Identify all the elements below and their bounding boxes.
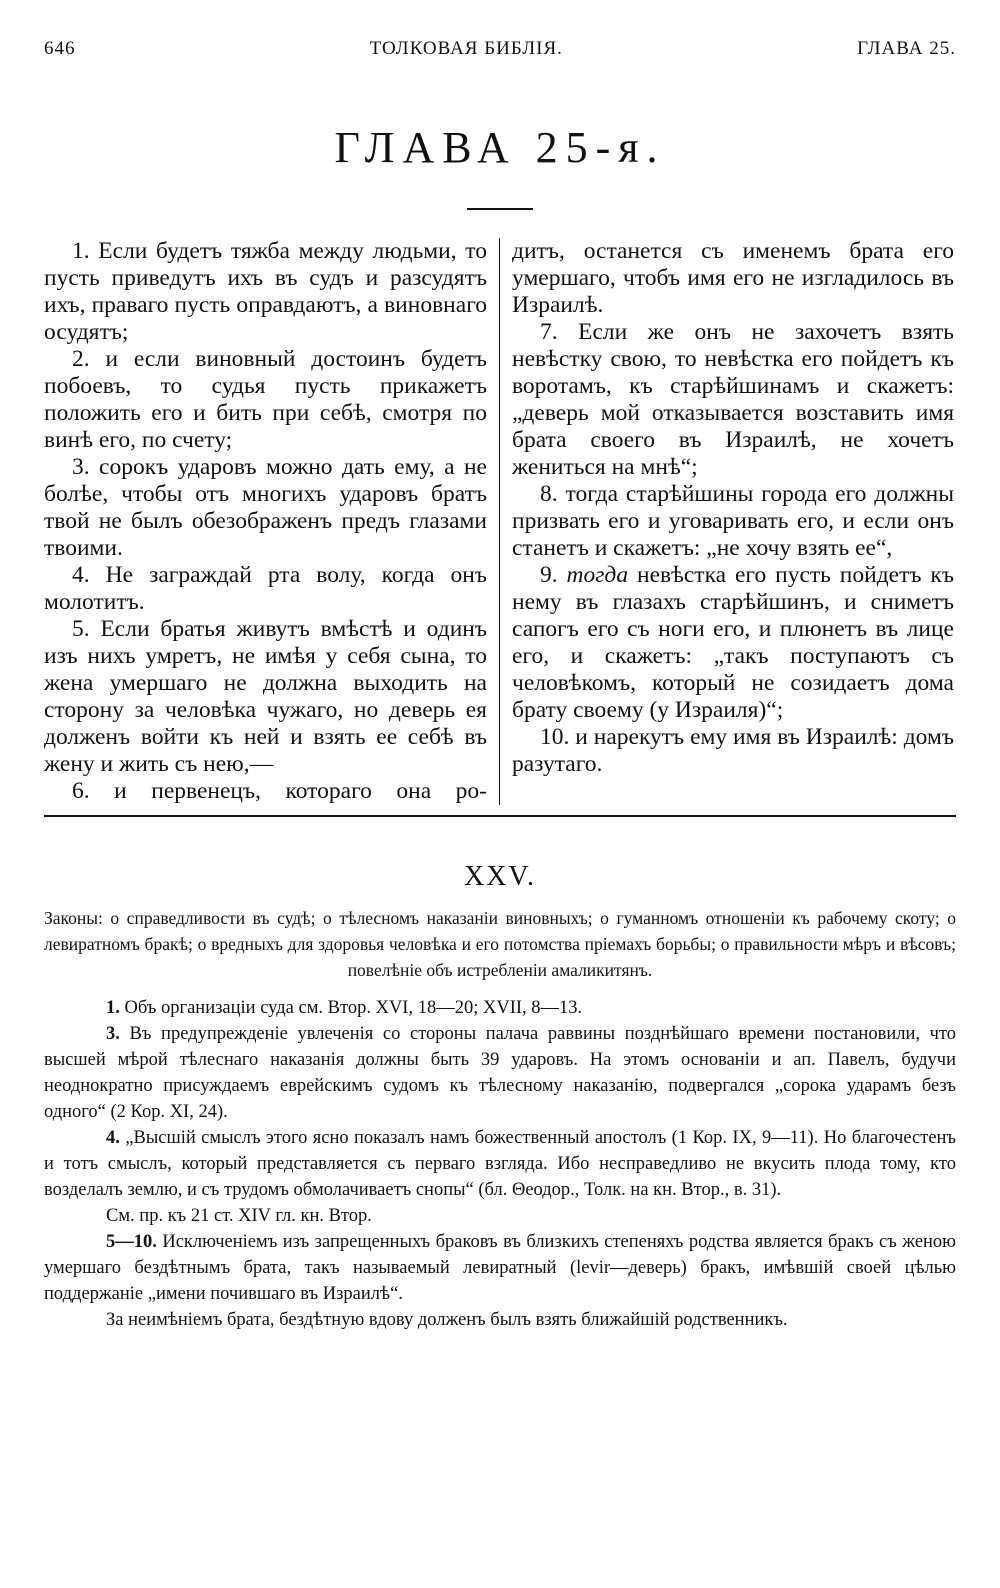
verse-3: 3. сорокъ ударовъ можно дать ему, а не болѣе, чтобы отъ многихъ ударовъ братъ твой не былъ обезображенъ предъ глазами твоими. — [44, 454, 487, 561]
verse-9-italic: тогда — [566, 562, 629, 588]
note-4 — [44, 1125, 956, 1203]
note-ref: 1. — [106, 998, 120, 1018]
verse-7: 7. Если же онъ не захочетъ взять невѣстку свою, то невѣстка его пойдетъ къ воротамъ, къ старѣйшинамъ и скажетъ: „деверь мой отказывается возставить имя брата своего въ Израилѣ, не хочетъ жениться на мнѣ“; — [512, 319, 954, 480]
verse-2: 2. и если виновный достоинъ будетъ побоевъ, то судья пусть прикажетъ положить его и бить при себѣ, смотря по винѣ его, по счету; — [44, 346, 487, 453]
section-number: XXV. — [463, 861, 537, 892]
verse-4: 4. Не заграждай рта волу, когда онъ молотитъ. — [44, 562, 487, 615]
commentary — [44, 995, 956, 1333]
note-5-10 — [44, 1229, 956, 1307]
verse-6-continuation: дитъ, останется съ именемъ брата его умершаго, чтобъ имя его не изгладилось въ Израилѣ. — [512, 238, 954, 318]
right-column — [499, 238, 954, 805]
note-ref: 5—10. — [106, 1232, 157, 1252]
note-text: См. пр. къ 21 ст. XIV гл. кн. Втор. — [106, 1206, 372, 1226]
left-column — [44, 238, 499, 805]
note-text: За неимѣніемъ брата, бездѣтную вдову долженъ былъ взять ближайшій родственникъ. — [106, 1310, 788, 1330]
note-ref: 3. — [106, 1024, 120, 1044]
page-number: 646 — [44, 38, 76, 59]
section-divider — [44, 815, 956, 817]
running-head — [44, 38, 956, 60]
verse-columns — [44, 238, 956, 805]
note-text: Въ предупрежденіе увлеченія со стороны палача раввины позднѣйшаго времени постановили, что высшей мѣрой тѣлеснаго наказанія должны быть 39 ударовъ. На этомъ основаніи и ап. Павелъ, будучи неоднократно присуждаемъ еврейскимъ судомъ къ тѣлесному наказанію, подвергался „сорока ударамъ безъ одного“ (2 Кор. XI, 24). — [44, 1024, 957, 1122]
note-ref: 4. — [106, 1128, 120, 1148]
chapter-reference: ГЛАВА 25. — [857, 38, 956, 59]
verse-8: 8. тогда старѣйшины города его должны призвать его и уговаривать его, и если онъ станетъ и скажетъ: „не хочу взять ее“, — [512, 481, 954, 561]
note-1 — [44, 995, 956, 1021]
verse-5: 5. Если братья живутъ вмѣстѣ и одинъ изъ нихъ умретъ, не имѣя у себя сына, то жена умершаго не должна выходить на сторону за человѣка чужаго, но деверь ея долженъ войти къ ней и взять ее себѣ въ жену и жить съ нею,— — [44, 616, 487, 777]
note-text: Объ организаціи суда см. Втор. XVI, 18—20; XVII, 8—13. — [124, 998, 583, 1018]
title-rule — [467, 208, 533, 210]
running-title: ТОЛКОВАЯ БИБЛІЯ. — [369, 38, 563, 59]
chapter-title: ГЛАВА 25-я. — [334, 123, 666, 172]
verse-9-text: невѣстка его пусть пойдетъ къ нему въ глазахъ старѣйшинъ, и сниметъ сапогъ его съ ноги его, и плюнетъ въ лице его, и скажетъ: „такъ поступаютъ съ человѣкомъ, который не созидаетъ дома брату своему (у Израиля)“; — [512, 562, 954, 723]
verse-1: 1. Если будетъ тяжба между людьми, то пусть приведутъ ихъ въ судъ и разсудятъ ихъ, праваго пусть оправдаютъ, а виновнаго осудятъ; — [44, 238, 487, 345]
note-3 — [44, 1021, 956, 1125]
note-text: Исключеніемъ изъ запрещенныхъ браковъ въ близкихъ степеняхъ родства является бракъ съ женою умершаго бездѣтнымъ брата, такъ называемый левиратный (levir—деверь) бракъ, имѣвшій своей цѣлью поддержаніе „имени почившаго въ Израилѣ“. — [44, 1232, 956, 1304]
section-summary: Законы: о справедливости въ судѣ; о тѣлесномъ наказаніи виновныхъ; о гуманномъ отношеніи къ рабочему скоту; о левиратномъ бракѣ; о вредныхъ для здоровья человѣка и его потомства пріемахъ борьбы; о правильности мѣръ и вѣсовъ; повелѣніе объ истребленіи амаликитянъ. — [44, 908, 956, 980]
verse-10: 10. и нарекутъ ему имя въ Израилѣ: домъ разутаго. — [512, 724, 954, 777]
note-cross-ref — [44, 1203, 956, 1229]
verse-9 — [512, 562, 954, 724]
note-text: „Высшій смыслъ этого ясно показалъ намъ божественный апостолъ (1 Кор. IX, 9—11). Но благочестенъ и тотъ смыслъ, который представляется съ перваго взгляда. Ибо несправедливо не вкусить плода тому, кто возделалъ землю, и съ трудомъ обмолачиваетъ снопы“ (бл. Θеодор., Толк. на кн. Втор., в. 31). — [44, 1128, 956, 1200]
verse-9-number: 9. — [540, 562, 558, 588]
note-continuation — [44, 1307, 956, 1333]
verse-6: 6. и первенецъ, котораго она ро- — [72, 778, 487, 804]
